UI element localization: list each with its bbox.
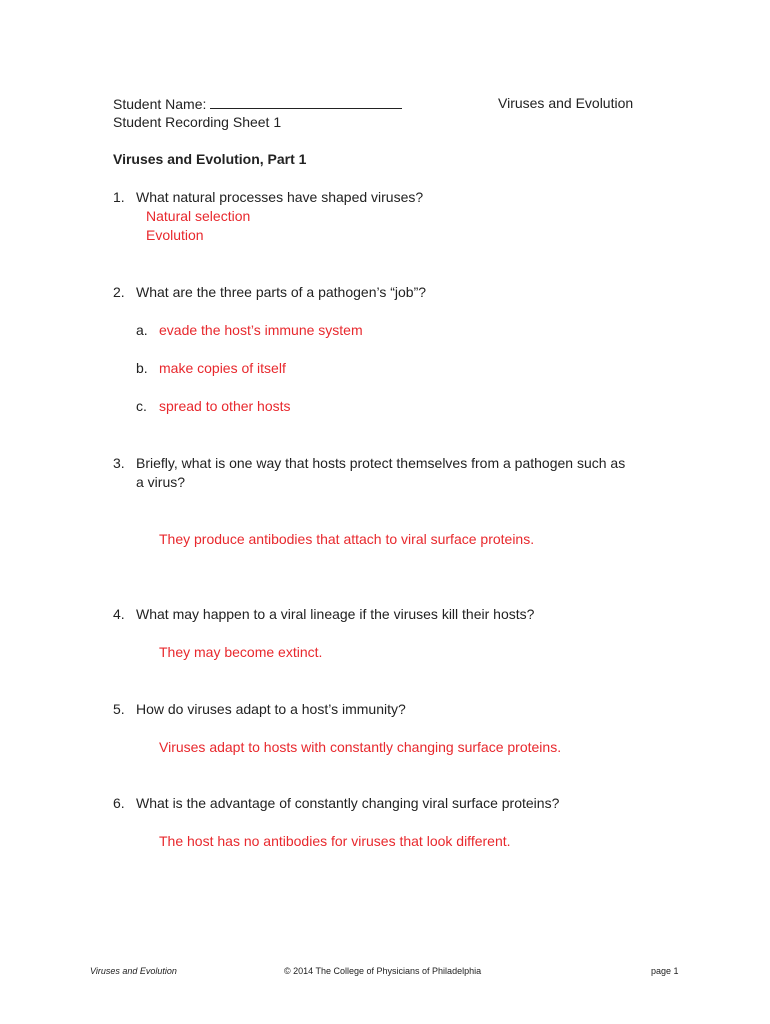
answer-3: They produce antibodies that attach to viral surface proteins. [159, 531, 535, 547]
question-4-text: What may happen to a viral lineage if the viruses kill their hosts? [136, 606, 535, 622]
footer-page-number: page 1 [651, 966, 679, 976]
answer-2b: make copies of itself [159, 360, 286, 376]
question-6-number: 6. [113, 795, 125, 811]
footer-left: Viruses and Evolution [90, 966, 177, 976]
question-3-number: 3. [113, 455, 125, 471]
question-4-number: 4. [113, 606, 125, 622]
question-2-text: What are the three parts of a pathogen’s “job”? [136, 284, 427, 300]
question-5-number: 5. [113, 701, 125, 717]
question-2b-letter: b. [136, 360, 148, 376]
question-1-number: 1. [113, 189, 125, 205]
answer-2c: spread to other hosts [159, 398, 291, 414]
answer-4: They may become extinct. [159, 644, 323, 660]
answer-5: Viruses adapt to hosts with constantly changing surface proteins. [159, 739, 562, 755]
question-3-text-line-2: a virus? [136, 474, 186, 490]
question-2a-letter: a. [136, 322, 148, 338]
footer-copyright: © 2014 The College of Physicians of Philadelphia [284, 966, 482, 976]
question-6-text: What is the advantage of constantly changing viral surface proteins? [136, 795, 560, 811]
student-name-label: Student Name: [113, 94, 402, 114]
recording-sheet-subtitle: Student Recording Sheet 1 [113, 114, 282, 130]
question-3-text-line-1: Briefly, what is one way that hosts protect themselves from a pathogen such as [136, 455, 626, 471]
question-1-text: What natural processes have shaped viruses? [136, 189, 424, 205]
answer-1-line-1: Natural selection [146, 208, 251, 224]
answer-2a: evade the host’s immune system [159, 322, 363, 338]
document-title: Viruses and Evolution [498, 95, 634, 111]
student-name-blank[interactable] [210, 94, 402, 109]
question-2-number: 2. [113, 284, 125, 300]
question-2c-letter: c. [136, 398, 147, 414]
answer-6: The host has no antibodies for viruses that look different. [159, 833, 511, 849]
section-title: Viruses and Evolution, Part 1 [113, 151, 307, 167]
answer-1-line-2: Evolution [146, 227, 204, 243]
question-5-text: How do viruses adapt to a host’s immunity? [136, 701, 406, 717]
